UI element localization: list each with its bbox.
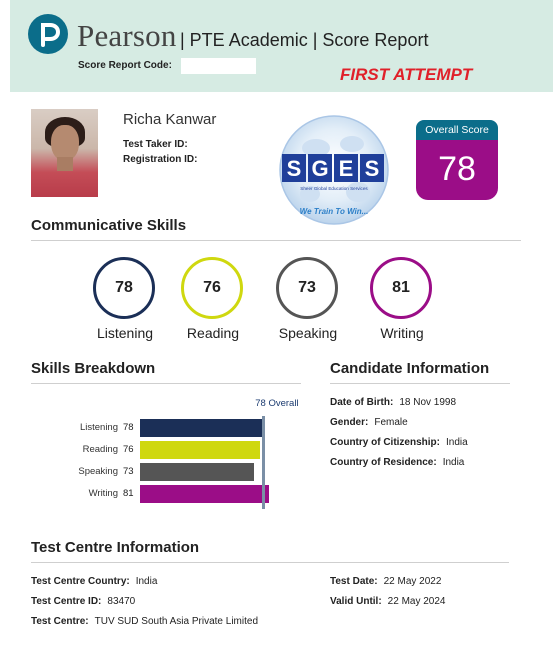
score-report-code-value bbox=[181, 58, 256, 74]
bar-value-label: 76 bbox=[123, 444, 134, 455]
skill-writing bbox=[370, 257, 434, 341]
residence-row bbox=[330, 457, 464, 468]
bar-row-listening bbox=[30, 419, 310, 437]
svg-text:E: E bbox=[338, 156, 354, 181]
overall-marker-label: 78 Overall bbox=[255, 398, 299, 409]
sges-logo bbox=[276, 114, 392, 226]
svg-text:Sheer Global Education Service: Sheer Global Education Services bbox=[300, 186, 368, 191]
bar-speaking bbox=[140, 463, 254, 481]
bar-value-label: 81 bbox=[123, 488, 134, 499]
dob-value: 18 Nov 1998 bbox=[399, 397, 457, 408]
svg-text:S: S bbox=[286, 156, 302, 181]
score-report-code-label: Score Report Code: bbox=[78, 60, 172, 71]
candidate-name: Richa Kanwar bbox=[123, 111, 217, 128]
gender-row bbox=[330, 417, 408, 428]
overall-marker-line bbox=[262, 416, 265, 509]
citizenship-label: Country of Citizenship: bbox=[330, 437, 440, 448]
bar-value-label: 78 bbox=[123, 422, 134, 433]
test-date-label: Test Date: bbox=[330, 576, 378, 587]
bar-row-speaking bbox=[30, 463, 310, 481]
bar-category-label: Listening bbox=[79, 422, 118, 433]
candidate-information-title: Candidate Information bbox=[330, 360, 490, 377]
dob-row bbox=[330, 397, 456, 408]
gender-label: Gender: bbox=[330, 417, 369, 428]
skill-listening bbox=[93, 257, 157, 341]
overall-score-badge bbox=[416, 120, 498, 200]
report-header bbox=[10, 0, 553, 92]
bar-category-label: Speaking bbox=[78, 466, 118, 477]
skill-reading bbox=[181, 257, 245, 341]
listening-score-ring: 78 bbox=[93, 257, 155, 319]
overall-score-value: 78 bbox=[416, 140, 498, 200]
test-centre-name-label: Test Centre: bbox=[31, 616, 89, 627]
candidate-photo bbox=[31, 109, 98, 197]
test-taker-id-label: Test Taker ID: bbox=[123, 139, 188, 150]
svg-text:S: S bbox=[364, 156, 380, 181]
valid-until-row bbox=[330, 596, 446, 607]
test-centre-country-label: Test Centre Country: bbox=[31, 576, 130, 587]
bar-category-label: Writing bbox=[88, 488, 118, 499]
attempt-note: FIRST ATTEMPT bbox=[340, 65, 473, 84]
svg-text:G: G bbox=[311, 156, 329, 181]
communicative-skills-title: Communicative Skills bbox=[31, 217, 187, 234]
bar-reading bbox=[140, 441, 260, 459]
writing-label: Writing bbox=[380, 325, 424, 341]
test-centre-title: Test Centre Information bbox=[31, 539, 200, 556]
bar-row-writing bbox=[30, 485, 310, 503]
residence-label: Country of Residence: bbox=[330, 457, 437, 468]
svg-text:We Train To Win...: We Train To Win... bbox=[299, 207, 369, 216]
citizenship-value: India bbox=[446, 437, 468, 448]
skills-breakdown-chart bbox=[30, 392, 310, 512]
dob-label: Date of Birth: bbox=[330, 397, 394, 408]
test-date-row bbox=[330, 576, 441, 587]
reading-score-ring: 76 bbox=[181, 257, 243, 319]
registration-id-label: Registration ID: bbox=[123, 154, 198, 165]
bar-row-reading bbox=[30, 441, 310, 459]
divider bbox=[31, 240, 521, 241]
citizenship-row bbox=[330, 437, 468, 448]
test-centre-name-row bbox=[31, 616, 258, 627]
writing-score-ring: 81 bbox=[370, 257, 432, 319]
skill-speaking bbox=[276, 257, 340, 341]
test-centre-id-label: Test Centre ID: bbox=[31, 596, 102, 607]
speaking-score-ring: 73 bbox=[276, 257, 338, 319]
document-title: | PTE Academic | Score Report bbox=[180, 30, 429, 50]
brand-name: Pearson bbox=[77, 18, 177, 53]
test-centre-id-value: 83470 bbox=[107, 596, 136, 607]
test-centre-name-value: TUV SUD South Asia Private Limited bbox=[94, 616, 259, 627]
divider bbox=[31, 383, 301, 384]
gender-value: Female bbox=[374, 417, 408, 428]
speaking-label: Speaking bbox=[278, 325, 338, 341]
bar-writing bbox=[140, 485, 269, 503]
divider bbox=[31, 562, 509, 563]
pearson-logo-icon bbox=[28, 14, 68, 54]
reading-label: Reading bbox=[186, 325, 240, 341]
test-centre-country-value: India bbox=[135, 576, 158, 587]
skills-breakdown-title: Skills Breakdown bbox=[31, 360, 156, 377]
valid-until-label: Valid Until: bbox=[330, 596, 382, 607]
residence-value: India bbox=[442, 457, 465, 468]
overall-score-label: Overall Score bbox=[416, 120, 498, 140]
bar-listening bbox=[140, 419, 263, 437]
test-centre-id-row bbox=[31, 596, 135, 607]
bar-category-label: Reading bbox=[82, 444, 118, 455]
divider bbox=[330, 383, 510, 384]
valid-until-value: 22 May 2024 bbox=[387, 596, 446, 607]
test-date-value: 22 May 2022 bbox=[383, 576, 442, 587]
listening-label: Listening bbox=[96, 325, 154, 341]
test-centre-country-row bbox=[31, 576, 157, 587]
bar-value-label: 73 bbox=[123, 466, 134, 477]
